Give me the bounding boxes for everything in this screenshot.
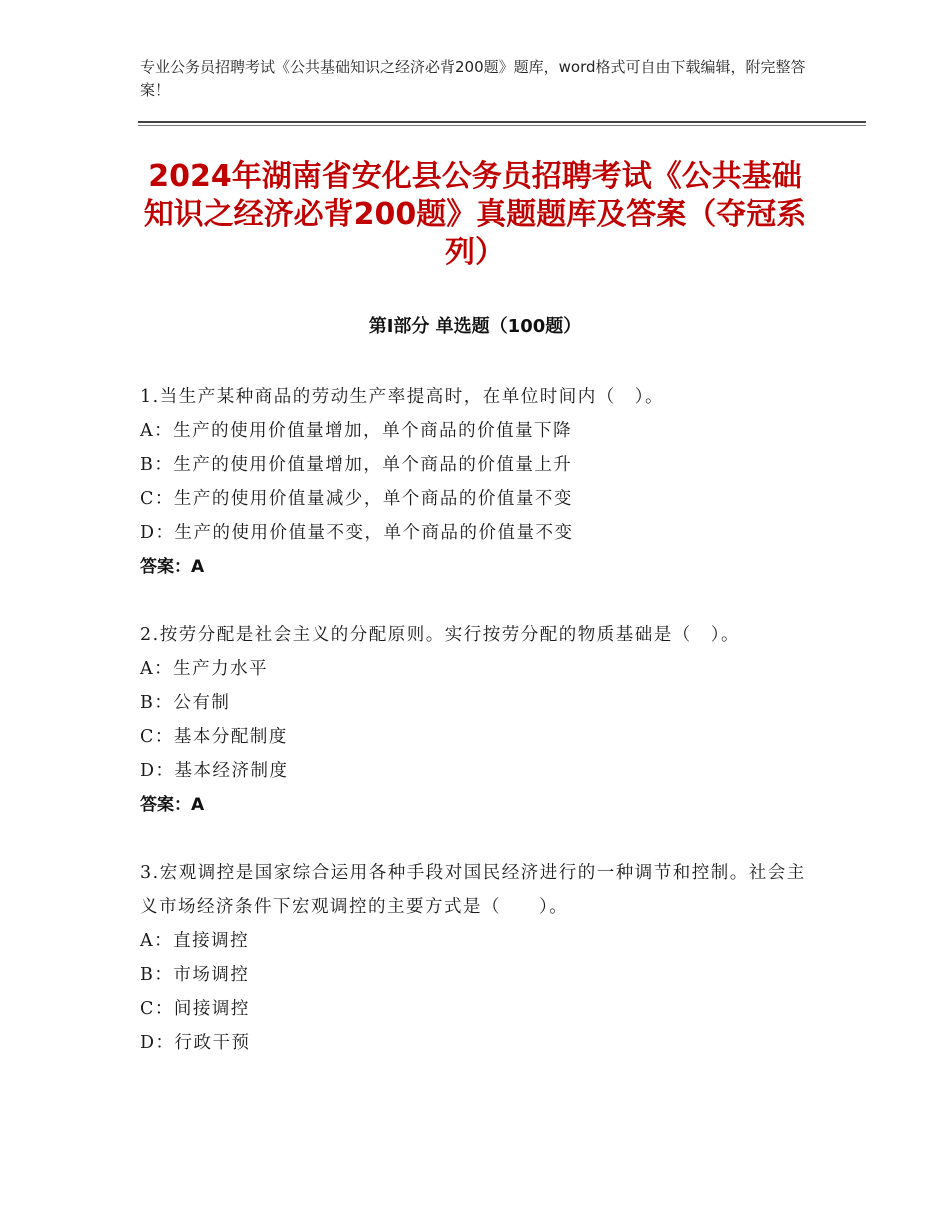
- answer: 答案：A: [140, 557, 205, 577]
- option-a: A：直接调控: [140, 931, 250, 951]
- option-d: D：基本经济制度: [140, 761, 289, 781]
- question-stem: 3.宏观调控是国家综合运用各种手段对国民经济进行的一种调节和控制。社会主义市场经济条件下宏观调控的主要方式是（ ）。: [140, 863, 806, 917]
- question-3: [140, 856, 808, 1060]
- option-a: A：生产的使用价值量增加，单个商品的价值量下降: [140, 421, 573, 441]
- section-title: 第Ⅰ部分 单选题（100题）: [368, 316, 582, 337]
- option-c: C：基本分配制度: [140, 727, 288, 747]
- option-d: D：生产的使用价值量不变，单个商品的价值量不变: [140, 523, 574, 543]
- question-list: [140, 380, 808, 1094]
- option-a: A：生产力水平: [140, 659, 269, 679]
- option-d: D：行政干预: [140, 1033, 251, 1053]
- option-c: C：生产的使用价值量减少，单个商品的价值量不变: [140, 489, 573, 509]
- option-b: B：市场调控: [140, 965, 250, 985]
- header-rule-thick: [138, 121, 866, 123]
- option-b: B：公有制: [140, 693, 231, 713]
- header-rule-thin: [138, 125, 866, 126]
- option-b: B：生产的使用价值量增加，单个商品的价值量上升: [140, 455, 573, 475]
- question-2: [140, 618, 808, 822]
- header-note: 专业公务员招聘考试《公共基础知识之经济必背200题》题库，word格式可自由下载编辑，附完整答案！: [140, 58, 806, 99]
- document-title: 2024年湖南省安化县公务员招聘考试《公共基础知识之经济必背200题》真题题库及答案（夺冠系列）: [143, 159, 807, 270]
- question-stem: 1.当生产某种商品的劳动生产率提高时，在单位时间内（ ）。: [140, 387, 664, 407]
- answer: 答案：A: [140, 795, 205, 815]
- question-1: [140, 380, 808, 584]
- option-c: C：间接调控: [140, 999, 250, 1019]
- question-stem: 2.按劳分配是社会主义的分配原则。实行按劳分配的物质基础是（ ）。: [140, 625, 740, 645]
